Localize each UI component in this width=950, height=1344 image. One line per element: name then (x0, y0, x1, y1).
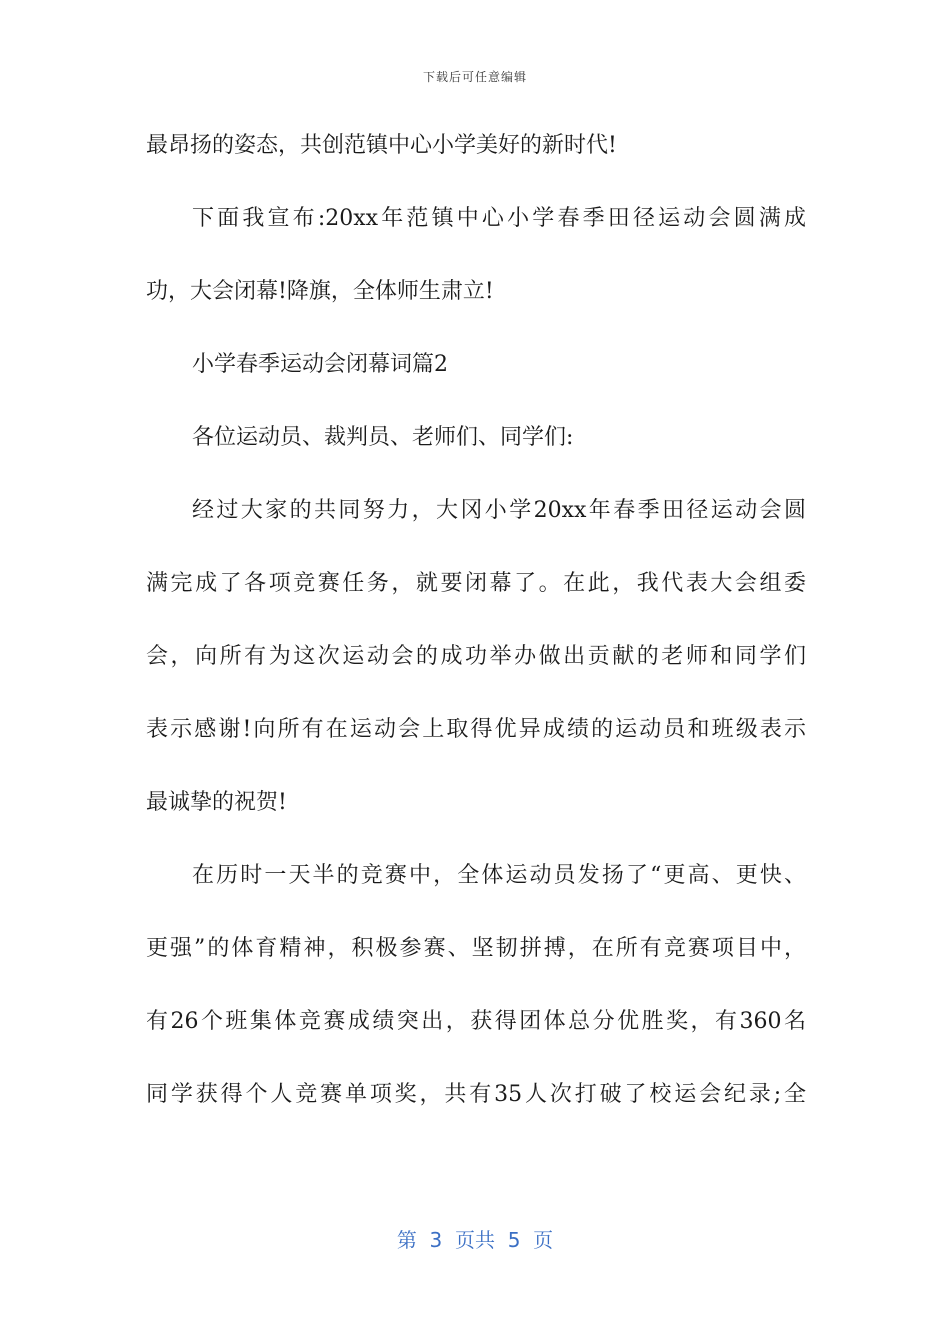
paragraph-line: 有26个班集体竞赛成绩突出，获得团体总分优胜奖，有360名 (146, 1009, 806, 1034)
paragraph-line: 会，向所有为这次运动会的成功举办做出贡献的老师和同学们 (146, 644, 806, 669)
page-number: 第 3 页共 5 页 (396, 1228, 554, 1252)
section-heading: 小学春季运动会闭幕词篇2 (192, 352, 448, 377)
paragraph-line: 功，大会闭幕!降旗，全体师生肃立! (146, 279, 494, 304)
paragraph-line: 在历时一天半的竞赛中，全体运动员发扬了“更高、更快、 (192, 863, 806, 888)
paragraph-line: 最昂扬的姿态，共创范镇中心小学美好的新时代! (146, 133, 617, 158)
salutation-line: 各位运动员、裁判员、老师们、同学们: (192, 425, 574, 450)
paragraph-line: 同学获得个人竞赛单项奖，共有35人次打破了校运会纪录;全 (146, 1082, 806, 1107)
paragraph-line: 满完成了各项竞赛任务，就要闭幕了。在此，我代表大会组委 (146, 571, 806, 596)
paragraph-line: 下面我宣布:20xx年范镇中心小学春季田径运动会圆满成 (192, 206, 806, 231)
download-note: 下载后可任意编辑 (422, 70, 527, 84)
paragraph-line: 表示感谢!向所有在运动会上取得优异成绩的运动员和班级表示 (146, 717, 806, 742)
paragraph-line: 最诚挚的祝贺! (146, 790, 287, 815)
paragraph-line: 经过大家的共同努力，大冈小学20xx年春季田径运动会圆 (192, 498, 806, 523)
paragraph-line: 更强”的体育精神，积极参赛、坚韧拼搏，在所有竞赛项目中， (146, 936, 806, 961)
document-body (146, 124, 806, 1146)
